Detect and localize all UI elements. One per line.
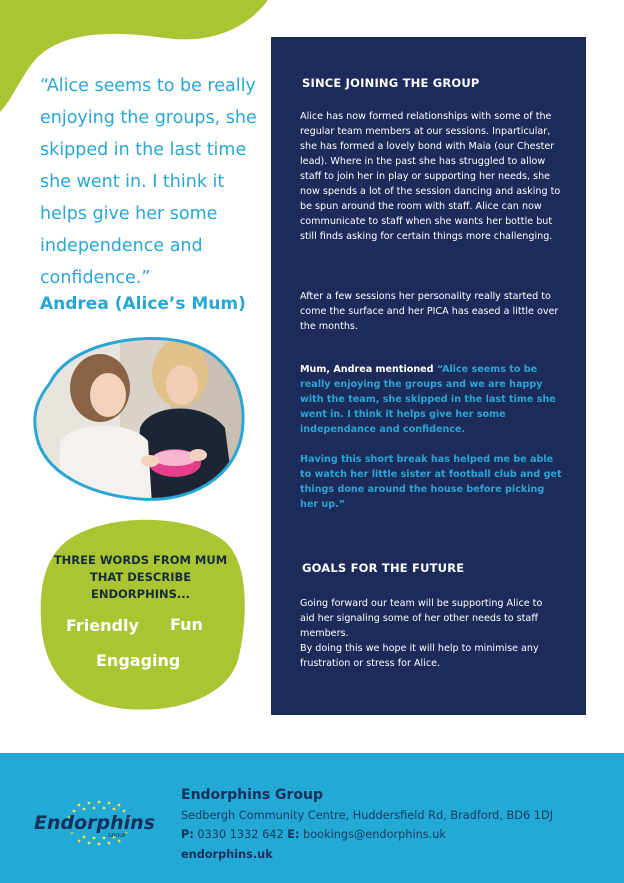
paragraph-mum-quote xyxy=(300,362,562,437)
story-panel xyxy=(271,37,586,715)
paragraph-goals-2: By doing this we hope it will help to minimise any frustration or stress for Alice. xyxy=(300,643,539,669)
paragraph-personality: After a few sessions her personality really started to come the surface and her PICA has eased a little over the months. xyxy=(300,291,559,332)
word-friendly: Friendly xyxy=(66,616,139,635)
logo-subtext: GROUP xyxy=(108,833,126,839)
word-fun: Fun xyxy=(170,615,203,634)
org-name: Endorphins Group xyxy=(181,787,324,803)
phone-label: P: xyxy=(181,828,194,841)
org-address: Sedbergh Community Centre, Huddersfield Rd, Bradford, BD6 1DJ xyxy=(181,809,553,822)
mum-lead-text: Mum, Andrea mentioned xyxy=(300,364,437,375)
paragraph-short-break: Having this short break has helped me be able to watch her little sister at football club and get things done around the house before picking her up.” xyxy=(300,454,562,510)
heading-goals: GOALS FOR THE FUTURE xyxy=(302,561,465,575)
three-words-title: THREE WORDS FROM MUM THAT DESCRIBE ENDORPHINS... xyxy=(53,553,228,601)
paragraph-relationships: Alice has now formed relationships with some of the regular team members at our sessions. Inparticular, she has formed a lovely bond with Maia (our Chester lead). Where in the past she has struggled to allow staff to join her in play or supporting her needs, she now spends a lot of the session dancing and asking to be spun around the room with staff. Alice can now communicate to staff when she wants her bottle but still finds asking for certain things more challenging. xyxy=(300,111,561,242)
heading-since-joining: SINCE JOINING THE GROUP xyxy=(302,76,480,90)
endorphins-logo xyxy=(34,797,169,852)
website-link[interactable]: endorphins.uk xyxy=(181,848,273,861)
email-address[interactable]: bookings@endorphins.uk xyxy=(303,828,446,841)
paragraph-goals-1: Going forward our team will be supporting Alice to aid her signaling some of her other needs to staff members. xyxy=(300,598,543,639)
logo-wordmark: Endorphins xyxy=(34,812,156,834)
word-engaging: Engaging xyxy=(96,651,181,670)
three-words-blob xyxy=(38,510,250,715)
testimonial-author: Andrea (Alice’s Mum) xyxy=(40,294,246,314)
phone-number[interactable]: 0330 1332 642 xyxy=(197,828,284,841)
mum-quote-text: “Alice seems to be really enjoying the groups and we are happy with the team, she skipped in the last time she went in. I think it helps give her some independance and confidence. xyxy=(300,364,556,435)
email-label: E: xyxy=(287,828,300,841)
photo-alice-and-staff xyxy=(30,333,250,505)
testimonial-quote: “Alice seems to be really enjoying the groups, she skipped in the last time she went in. I think it helps give her some independence and confidence.” xyxy=(40,76,257,288)
org-contact xyxy=(181,828,446,841)
